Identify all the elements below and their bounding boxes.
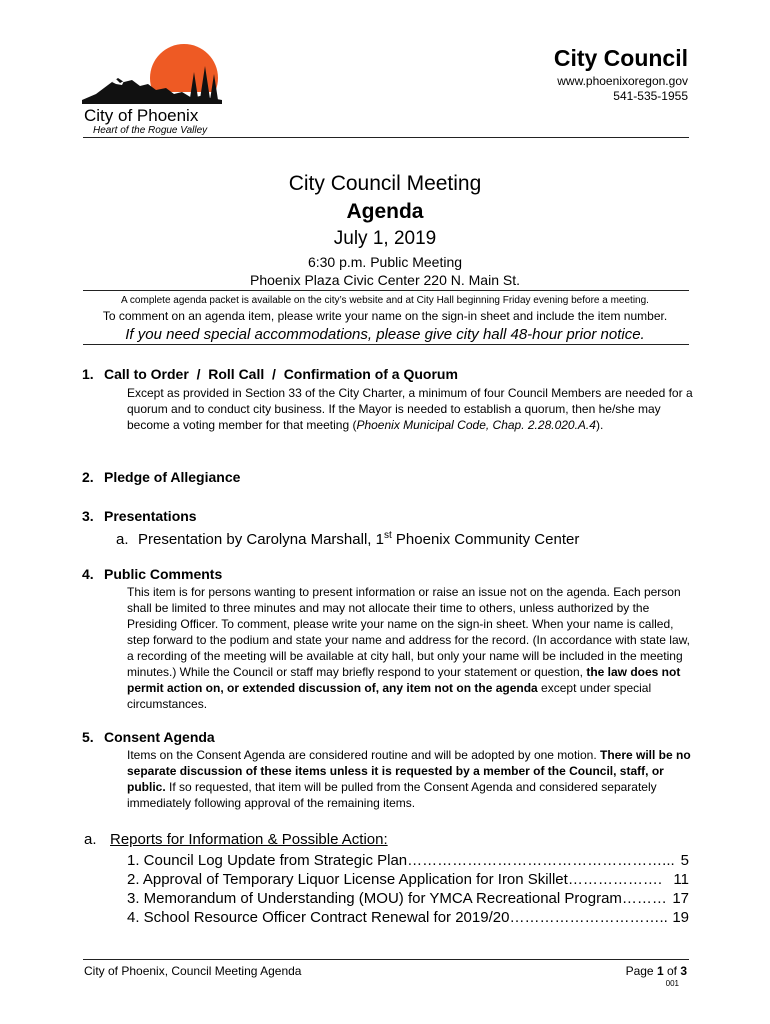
presentation-item: a. Presentation by Carolyna Marshall, 1st Phoenix Community Center — [116, 530, 580, 548]
section-4-heading — [82, 565, 222, 583]
notice-divider-bottom — [83, 344, 689, 345]
section-number: 2. — [82, 469, 94, 485]
meeting-time: 6:30 p.m. Public Meeting — [307, 254, 463, 270]
law-notice: the law does not permit action on, or extended discussion of, any item not on the agenda — [127, 665, 681, 695]
section-title: Call to Order / Roll Call / Confirmation of a Quorum — [104, 366, 458, 382]
section-number: 1. — [82, 366, 94, 382]
consent-item: 2. Approval of Temporary Liquor License Application for Iron Skillet ………………. 11 — [127, 871, 689, 888]
section-1-heading — [82, 365, 458, 383]
website-link[interactable]: www.phoenixoregon.gov — [557, 74, 688, 88]
city-logo-icon — [82, 44, 222, 104]
consent-item: 4. School Resource Officer Contract Renewal for 2019/20 ………………………….. 19 — [127, 909, 689, 926]
phone-number: 541-535-1955 — [613, 89, 688, 103]
section-2-heading — [82, 468, 240, 486]
meeting-title: City Council Meeting — [288, 172, 482, 195]
page-ref: 5 — [680, 852, 689, 869]
section-5-body: Items on the Consent Agenda are considered routine and will be adopted by one motion. There will be no separate discussion of these items unless it is requested by a member of the Council, staff, or public. If so requested, that item will be pulled from the Consent Agenda and considered separately immediately following approval of the remaining items. — [127, 748, 691, 810]
meeting-location: Phoenix Plaza Civic Center 220 N. Main St. — [249, 272, 520, 288]
page-ref: 19 — [672, 909, 689, 926]
header-divider — [83, 137, 689, 138]
page-ref: 11 — [673, 871, 689, 888]
contact-block — [557, 74, 688, 104]
page-indicator: Page 1 of 3 — [625, 964, 687, 978]
no-discussion-notice: There will be no separate discussion of these items unless it is requested by a member of the Council, staff, or public. — [127, 748, 691, 794]
notice-divider-top — [83, 290, 689, 291]
section-title: Consent Agenda — [104, 729, 215, 745]
section-3-heading — [82, 507, 197, 525]
section-number: 5. — [82, 729, 94, 745]
section-title: Pledge of Allegiance — [104, 469, 241, 485]
footer-divider — [83, 959, 689, 960]
consent-item: 3. Memorandum of Understanding (MOU) for YMCA Recreational Program ……… 17 — [127, 890, 689, 907]
consent-item: 1. Council Log Update from Strategic Plan ……………………………………………... 5 — [127, 852, 689, 869]
section-1-body: Except as provided in Section 33 of the City Charter, a minimum of four Council Members are needed for a quorum and to conduct city business. If the Mayor is needed to establish a quorum, then he/she may become a voting member for that meeting (Phoenix Municipal Code, Chap. 2.28.020.A.4). — [127, 386, 693, 432]
section-number: 3. — [82, 508, 94, 524]
council-title: City Council — [553, 45, 688, 71]
accommodations-notice: If you need special accommodations, please give city hall 48-hour prior notice. — [125, 326, 645, 343]
meeting-date: July 1, 2019 — [333, 228, 437, 249]
section-title: Public Comments — [104, 566, 223, 582]
org-name: City of Phoenix — [84, 106, 199, 125]
comment-notice: To comment on an agenda item, please write your name on the sign-in sheet and include the item number. — [102, 309, 668, 323]
page-code: 001 — [665, 979, 679, 988]
footer-doc-title: City of Phoenix, Council Meeting Agenda — [84, 964, 302, 978]
section-title: Presentations — [104, 508, 197, 524]
section-4-body: This item is for persons wanting to present information or raise an issue not on the agenda. Each person shall be limited to three minutes and may not allocate their time to others, unless authorized by the Presiding Officer. To comment, please write your name on the sign-in sheet. When your name is called, step forward to the podium and state your name and address for the record. (In accordance with state law, a recording of the meeting will be available at city hall, but only your name will be included in the meeting minutes.) While the Council or staff may briefly respond to your statement or question, the law does not permit action on, or extended discussion of, any item not on the agenda except under special circumstances. — [127, 585, 690, 711]
section-number: 4. — [82, 566, 94, 582]
agenda-heading: Agenda — [346, 200, 424, 223]
org-tagline: Heart of the Rogue Valley — [93, 125, 208, 136]
packet-notice: A complete agenda packet is available on the city’s website and at City Hall beginning Friday evening before a meeting. — [121, 295, 649, 306]
municipal-code-ref: Phoenix Municipal Code, Chap. 2.28.020.A.4 — [356, 418, 596, 432]
page-ref: 17 — [672, 890, 689, 907]
section-5-heading — [82, 728, 215, 746]
consent-list-heading: a. Reports for Information & Possible Action: — [84, 831, 388, 848]
